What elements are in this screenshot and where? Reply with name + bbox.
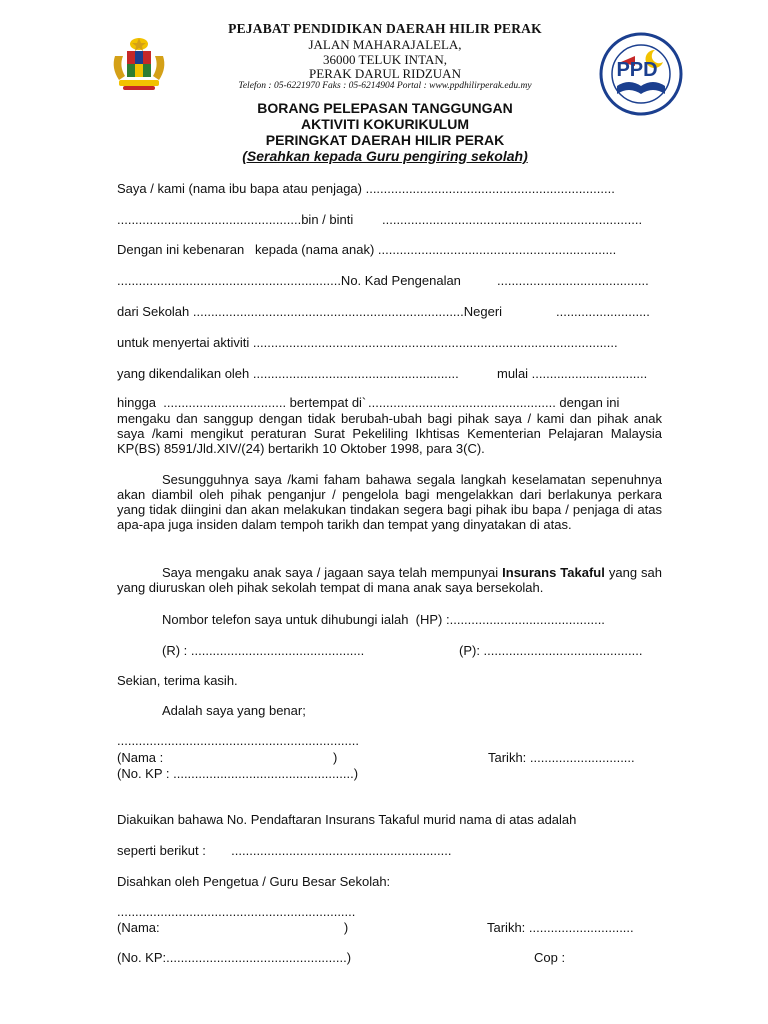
title-line-3: PERINGKAT DAERAH HILIR PERAK [265,132,505,148]
principal-ic-field: (No. KP:..................................................) [117,950,352,965]
parent-date-field: Tarikh: ............................. [488,750,635,765]
phone-p-line: (P): ............................................ [459,643,643,658]
bin-binti-line: ........................................................................ [382,212,643,227]
insurance-takaful-bold: Insurans Takaful [502,565,605,580]
venue-line: .................................................... dengan ini [368,395,620,410]
title-line-2: AKTIVITI KOKURIKULUM [301,116,469,132]
insurance-text-c: yang sah yang diuruskan oleh pihak sekolah tempat di mana anak saya bersekolah. [117,565,662,595]
child-name-line: Dengan ini kebenaran kepada (nama anak) .................................................................. [117,242,617,257]
insurance-paragraph [117,565,662,595]
stamp-label: Cop : [534,950,566,965]
end-date-line: hingga .................................. bertempat di` [117,395,367,410]
title-line-1: BORANG PELEPASAN TANGGUNGAN [257,100,513,116]
principal-confirm-text: Disahkan oleh Pengetua / Guru Besar Sekolah: [117,874,391,889]
address-line-1: JALAN MAHARAJALELA, [308,37,462,52]
parent-name-field: (Nama : ) [117,750,338,765]
declaration-paragraph: mengaku dan sanggup dengan tidak berubah-ubah bagi pihak saya / kami dan pihak anak saya /kami mengikut peraturan Surat Pekeliling Ikhtisas Kementerian Pelajaran Malaysia KP(BS) 8591/Jld.XIV/(24) bertarikh 10 Oktober 1998, para 3(C). [117,411,662,456]
parent-signature-line: ................................................................... [117,733,359,748]
ic-line: .......................................... [497,273,649,288]
acknowledgement-text: Diakuikan bahawa No. Pendaftaran Insurans Takaful murid nama di atas adalah [117,812,577,827]
closing-text: Sekian, terima kasih. [117,673,238,688]
ic-label: ..............................................................No. Kad Pengenalan [117,273,461,288]
activity-line: untuk menyertai aktiviti ..................................................................................................... [117,335,618,350]
contact-line: Telefon : 05-6221970 Faks : 05-6214904 Portal : www.ppdhilirperak.edu.my [238,81,532,91]
organizer-line: yang dikendalikan oleh ......................................................... [117,366,459,381]
title-line-4: (Serahkan kepada Guru pengiring sekolah) [242,148,528,164]
address-line-2: 36000 TELUK INTAN, [322,52,447,67]
principal-date-field: Tarikh: ............................. [487,920,634,935]
insurance-text-a: Saya mengaku anak saya / jagaan saya telah mempunyai [162,565,503,580]
address-line-3: PERAK DARUL RIDZUAN [309,66,461,81]
insurance-number-line: seperti berikut : ............................................................. [117,843,452,858]
school-line: dari Sekolah ...........................................................................Negeri [117,304,503,319]
ppd-logo-text: PPD [616,59,658,81]
bin-binti-label: ...................................................bin / binti [117,212,354,227]
phone-r-line: (R) : ................................................ [162,643,365,658]
safety-paragraph [117,472,662,532]
phone-hp-line: Nombor telefon saya untuk dihubungi ialah (HP) :........................................... [162,612,605,627]
principal-signature-line: .................................................................. [117,904,356,919]
yours-text: Adalah saya yang benar; [162,703,306,718]
coat-of-arms-logo [98,18,162,76]
parent-ic-field: (No. KP : ..................................................) [117,766,359,781]
state-line: .......................... [556,304,650,319]
start-date-line: mulai ................................ [497,366,648,381]
principal-name-field: (Nama: ) [117,920,349,935]
safety-paragraph-text: Sesungguhnya saya /kami faham bahawa segala langkah keselamatan sepenuhnya akan diambil oleh pihak penganjur / pengelola bagi mengelakkan dari berlakunya perkara yang tidak diingini dan akan melakukan tindakan segera bagi pihak ibu bapa / penjaga di atas apa-apa juga insiden dalam tempoh tarikh dan tempat yang dinyatakan di atas. [117,472,662,532]
parent-name-line: Saya / kami (nama ibu bapa atau penjaga) ..................................................................... [117,181,615,196]
office-name: PEJABAT PENDIDIKAN DAERAH HILIR PERAK [228,21,542,36]
